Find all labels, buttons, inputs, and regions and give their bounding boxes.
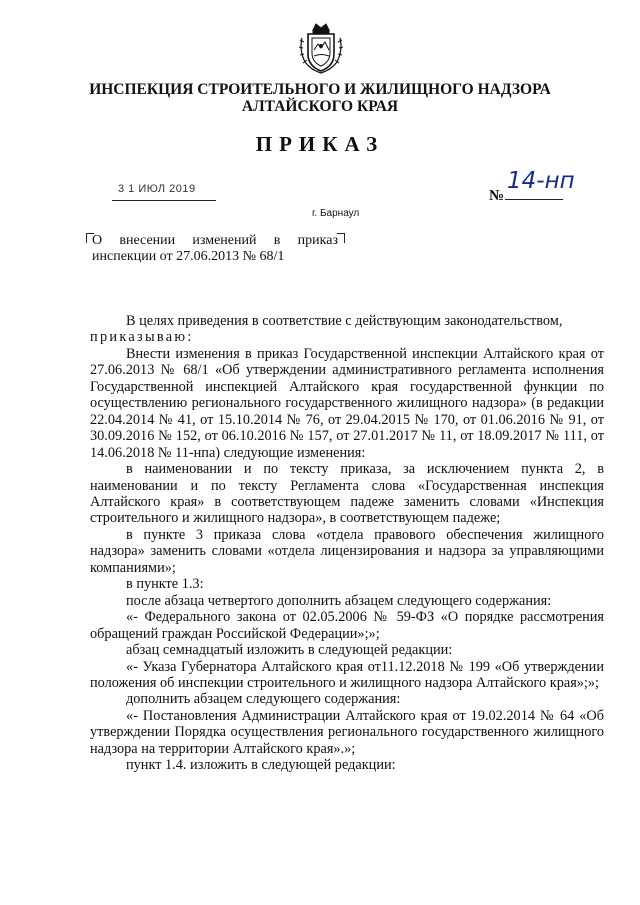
body-paragraph: абзац семнадцатый изложить в следующей редакции:	[126, 642, 453, 659]
body-paragraph: после абзаца четвертого дополнить абзацем следующего содержания:	[126, 592, 552, 609]
date-stamp: 3 1 ИЮЛ 2019	[118, 183, 196, 195]
body-paragraph: «- Федерального закона от 02.05.2006 № 59-ФЗ «О порядке рассмотрения обращений граждан Российской Федерации»;»;	[90, 609, 604, 642]
body-paragraph: пункт 1.4. изложить в следующей редакции:	[126, 757, 396, 774]
subject-line2: инспекции от 27.06.2013 № 68/1	[92, 249, 285, 264]
number-label: №	[489, 188, 505, 204]
agency-name	[80, 81, 560, 115]
agency-name-line2: АЛТАЙСКОГО КРАЯ	[241, 98, 399, 115]
date-underline	[112, 200, 216, 201]
body-paragraph: дополнить абзацем следующего содержания:	[126, 691, 401, 708]
subject-bracket-right	[337, 233, 345, 243]
subject-word: О	[92, 233, 103, 248]
intro-paragraph: В целях приведения в соответствие с действующим законодательством,	[126, 313, 563, 329]
body-paragraph: в пункте 3 приказа слова «отдела правового обеспечения жилищного надзора» заменить словами «отдела лицензирования и надзора за управляющими компаниями»;	[90, 526, 604, 576]
body-paragraph: «- Указа Губернатора Алтайского края от11.12.2018 № 199 «Об утверждении положения об инспекции строительного и жилищного надзора Алтайского края»;»;	[90, 658, 604, 691]
agency-name-line1: ИНСПЕКЦИЯ СТРОИТЕЛЬНОГО И ЖИЛИЩНОГО НАДЗОРА	[89, 81, 551, 98]
body-paragraph: в наименовании и по тексту приказа, за исключением пункта 2, в наименовании и по тексту Регламента слова «Государственная инспекция Алтайского края» в соответствующем падеже заменить словами «Инспекция строительного и жилищного надзора», в соответствующем падеже;	[90, 461, 604, 527]
order-number-handwritten: 14-нп	[507, 168, 575, 194]
order-body	[90, 313, 604, 774]
number-underline	[505, 199, 563, 200]
subject-word: в	[273, 233, 281, 248]
subject-word: изменений	[192, 233, 257, 248]
body-paragraph: «- Постановления Администрации Алтайского края от 19.02.2014 № 64 «Об утверждении Порядка осуществления регионального государственного жилищного надзора на территории Алтайского края».»;	[90, 707, 604, 757]
city-label: г. Барнаул	[312, 208, 360, 219]
body-paragraph: Внести изменения в приказ Государственной инспекции Алтайского края от 27.06.2013 № 68/1 «Об утверждении административного регламента исполнения Государственной инспекцией Алтайского края государственной функции по осуществлению регионального государственного жилищного надзора» (в редакции 22.04.2014 № 41, от 15.10.2014 № 76, от 29.04.2015 № 170, от 01.06.2016 № 91, от 30.09.2016 № 152, от 06.10.2016 № 157, от 27.01.2017 № 11, от 18.09.2017 № 111, от 14.06.2018 № 11-нпа) следующие изменения:	[90, 345, 604, 461]
subject-word: внесении	[119, 233, 176, 248]
order-word: приказываю:	[90, 329, 194, 346]
subject-block	[92, 233, 338, 265]
subject-line1	[92, 233, 338, 249]
coat-of-arms-emblem	[296, 20, 346, 76]
document-type-title: ПРИКАЗ	[255, 132, 385, 156]
body-paragraph: в пункте 1.3:	[126, 576, 204, 593]
subject-word: приказ	[297, 233, 338, 248]
